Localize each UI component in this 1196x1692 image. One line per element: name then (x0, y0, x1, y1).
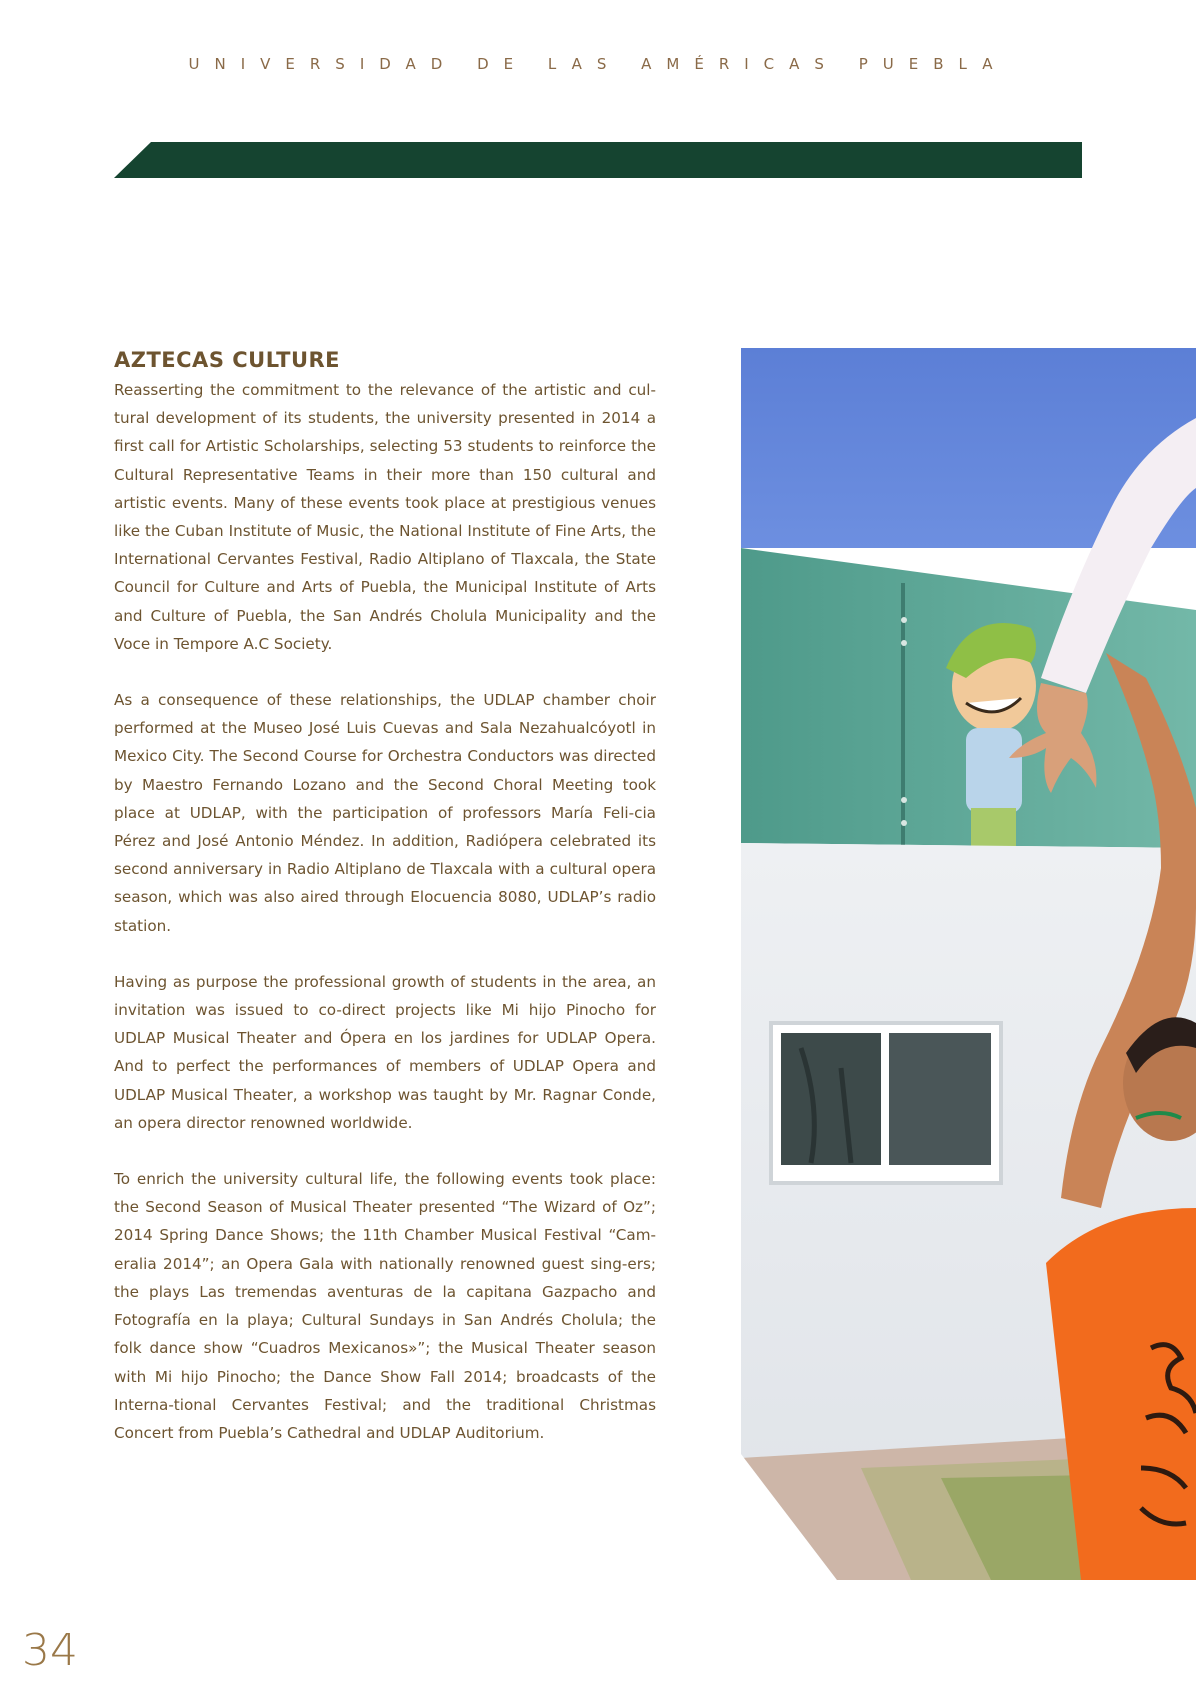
page-number: 34 (22, 1625, 78, 1676)
article-body (114, 348, 656, 1475)
paragraph-4: To enrich the university cultural life, the following events took place: the Second Season of Musical Theater presented “The Wizard of Oz”; 2014 Spring Dance Shows; the 11th Chamber Musical Festival “Cam-eralia 2014”; an Opera Gala with nationally renowned guest sing-ers; the plays Las tremendas aventuras de la capitana Gazpacho and Fotografía en la playa; Cultural Sundays in San Andrés Cholula; the folk dance show “Cuadros Mexicanos»”; the Musical Theater season with Mi hijo Pinocho; the Dance Show Fall 2014; broadcasts of the Interna-tional Cervantes Festival; and the traditional Christmas Concert from Puebla’s Cathedral and UDLAP Auditorium. (114, 1170, 656, 1442)
dancer-photo (741, 348, 1196, 1580)
header-accent-bar (114, 142, 1082, 178)
paragraph-1: Reasserting the commitment to the relevance of the artistic and cul-tural development of its students, the university presented in 2014 a first call for Artistic Scholarships, selecting 53 students to reinforce the Cultural Representative Teams in their more than 150 cultural and artistic events. Many of these events took place at prestigious venues like the Cuban Institute of Music, the National Institute of Fine Arts, the International Cervantes Festival, Radio Altiplano of Tlaxcala, the State Council for Culture and Arts of Puebla, the Municipal Institute of Arts and Culture of Puebla, the San Andrés Cholula Municipality and the Voce in Tempore A.C Society. (114, 381, 656, 653)
running-header: UNIVERSIDAD DE LAS AMÉRICAS PUEBLA (188, 55, 1008, 73)
paragraph-2: As a consequence of these relationships, the UDLAP chamber choir performed at the Museo José Luis Cuevas and Sala Nezahualcóyotl in Mexico City. The Second Course for Orchestra Conductors was directed by Maestro Fernando Lozano and the Second Choral Meeting took place at UDLAP, with the participation of professors María Feli-cia Pérez and José Antonio Méndez. In addition, Radiópera celebrated its second anniversary in Radio Altiplano de Tlaxcala with a cultural opera season, which was also aired through Elocuencia 8080, UDLAP’s radio station. (114, 691, 656, 935)
section-title: AZTECAS CULTURE (114, 348, 341, 372)
paragraph-3: Having as purpose the professional growth of students in the area, an invitation was issued to co-direct projects like Mi hijo Pinocho for UDLAP Musical Theater and Ópera en los jardines for UDLAP Opera. And to perfect the performances of members of UDLAP Opera and UDLAP Musical Theater, a workshop was taught by Mr. Ragnar Conde, an opera director renowned worldwide. (114, 972, 656, 1132)
